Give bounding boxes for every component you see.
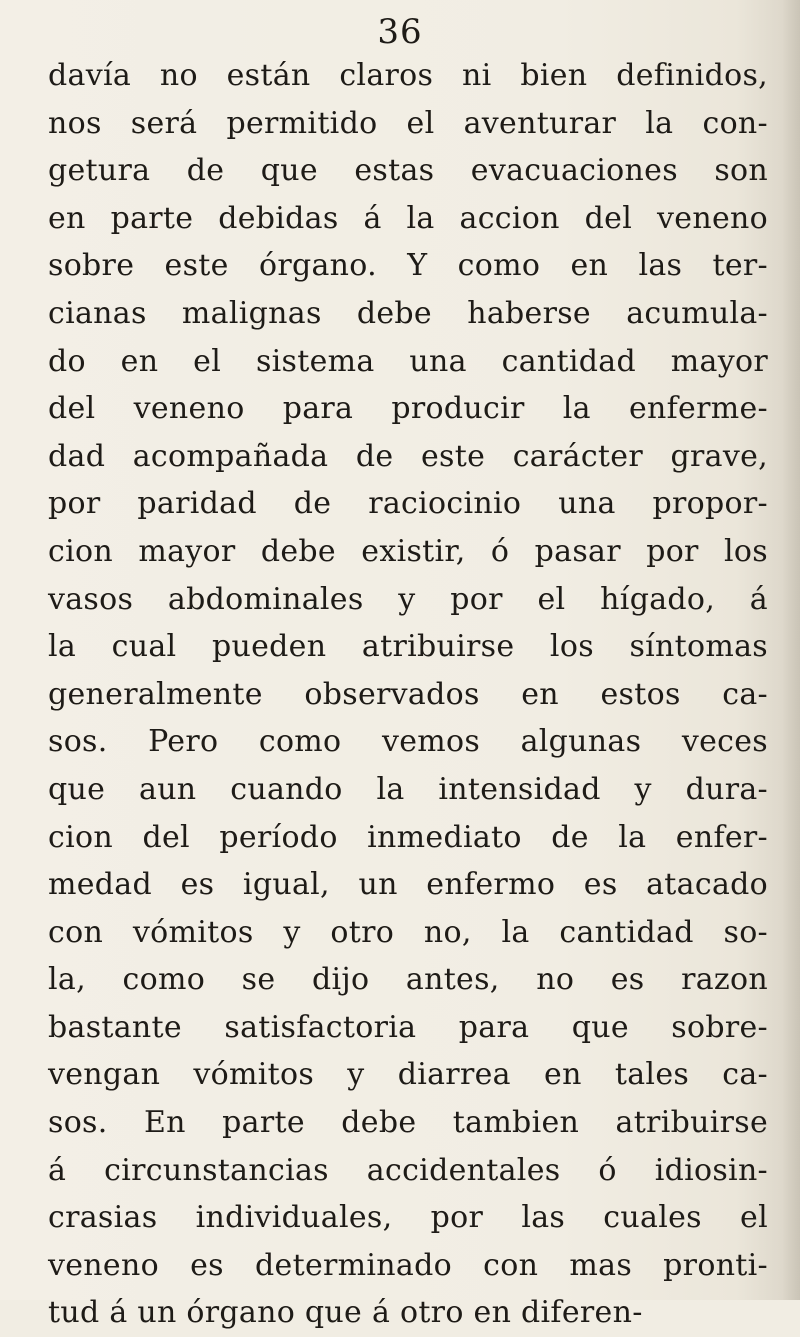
- text-line: crasias individuales, por las cuales el: [48, 1200, 768, 1236]
- text-line: la, como se dijo antes, no es razon: [48, 962, 768, 998]
- text-line: que aun cuando la intensidad y dura-: [48, 771, 768, 807]
- text-line: vasos abdominales y por el hígado, á: [48, 581, 768, 617]
- text-line: sos. En parte debe tambien atribuirse: [48, 1105, 768, 1141]
- text-line: en parte debidas á la accion del veneno: [48, 200, 768, 236]
- text-line: sobre este órgano. Y como en las ter-: [48, 248, 768, 284]
- text-line: vengan vómitos y diarrea en tales ca-: [48, 1057, 768, 1093]
- text-line: bastante satisfactoria para que sobre-: [48, 1009, 768, 1045]
- text-line: del veneno para producir la enferme-: [48, 391, 768, 427]
- text-line: do en el sistema una cantidad mayor: [48, 343, 768, 379]
- text-line: la cual pueden atribuirse los síntomas: [48, 629, 768, 665]
- text-line: con vómitos y otro no, la cantidad so-: [48, 914, 768, 950]
- text-line: cion del período inmediato de la enfer-: [48, 819, 768, 855]
- text-line: á circunstancias accidentales ó idiosin-: [48, 1152, 768, 1188]
- text-line: cion mayor debe existir, ó pasar por los: [48, 533, 768, 569]
- text-line: davía no están claros ni bien definidos,: [48, 58, 768, 93]
- text-line: dad acompañada de este carácter grave,: [48, 438, 768, 474]
- text-line: veneno es determinado con mas pronti-: [48, 1247, 768, 1283]
- text-line: sos. Pero como vemos algunas veces: [48, 724, 768, 760]
- text-line: cianas malignas debe haberse acumula-: [48, 295, 768, 331]
- text-line: tud á un órgano que á otro en diferen-: [48, 1295, 643, 1331]
- body-text: [48, 52, 768, 1337]
- text-line: nos será permitido el aventurar la con-: [48, 105, 768, 141]
- text-line: medad es igual, un enfermo es atacado: [48, 867, 768, 903]
- text-line: getura de que estas evacuaciones son: [48, 153, 768, 189]
- page-number: 36: [377, 12, 423, 52]
- text-line: generalmente observados en estos ca-: [48, 676, 768, 712]
- page-edge-shadow: [782, 0, 800, 1300]
- text-line: por paridad de raciocinio una propor-: [48, 486, 768, 522]
